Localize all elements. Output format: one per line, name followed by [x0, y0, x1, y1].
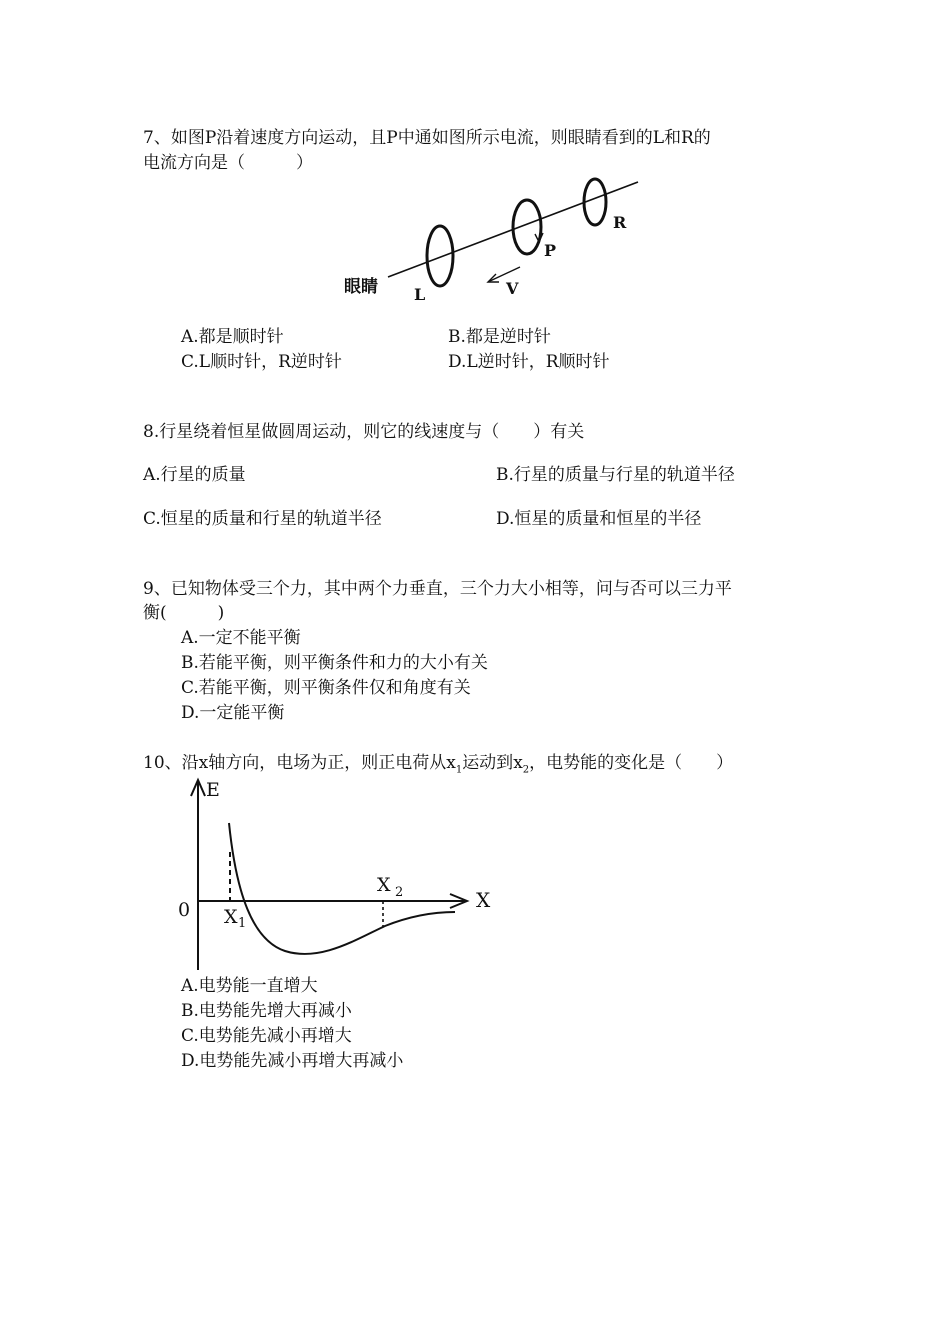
- q9-option-a: A.一定不能平衡: [181, 628, 301, 648]
- q8-option-b: B.行星的质量与行星的轨道半径: [496, 465, 735, 485]
- q9-option-d: D.一定能平衡: [181, 703, 285, 723]
- q9-option-c: C.若能平衡，则平衡条件仅和角度有关: [181, 678, 471, 698]
- q8-option-c: C.恒星的质量和行星的轨道半径: [143, 509, 382, 529]
- q10-x1-label: X: [224, 906, 238, 928]
- q10-option-d: D.电势能先减小再增大再减小: [181, 1051, 404, 1071]
- q10-x2-label: X: [377, 874, 391, 896]
- q10-option-b: B.电势能先增大再减小: [181, 1001, 352, 1021]
- q10-stem-pre: 10、沿x轴方向，电场为正，则正电荷从: [143, 753, 447, 773]
- q7-label-P: P: [544, 241, 557, 260]
- q7-loop-L: [427, 226, 453, 286]
- q10-stem-mid: 运动到: [462, 753, 514, 773]
- q10-x1-label-sub: 1: [238, 916, 247, 931]
- q10-y-label: E: [206, 779, 220, 801]
- q9-stem-line2: 衡( ): [143, 603, 225, 623]
- q10-stem-post: ，电势能的变化是（ ）: [529, 753, 734, 773]
- q7-label-L: L: [414, 285, 426, 304]
- q9-stem-line1: 9、已知物体受三个力，其中两个力垂直，三个力大小相等，问与否可以三力平: [143, 579, 732, 599]
- q10-x1-symbol: $x_1$: [446, 753, 463, 776]
- q10-graph: [170, 770, 510, 975]
- q7-stem-line2: 电流方向是（ ）: [143, 153, 313, 173]
- q7-option-c: C.L顺时针，R逆时针: [181, 352, 342, 372]
- q7-loop-P: [513, 200, 541, 254]
- q7-figure: [330, 170, 650, 305]
- q7-label-V: V: [506, 279, 519, 298]
- q9-option-b: B.若能平衡，则平衡条件和力的大小有关: [181, 653, 488, 673]
- q7-option-b: B.都是逆时针: [448, 327, 551, 347]
- q8-option-a: A.行星的质量: [143, 465, 246, 485]
- q10-x-label: X: [476, 888, 491, 912]
- q10-option-c: C.电势能先减小再增大: [181, 1026, 352, 1046]
- q8-option-d: D.恒星的质量和恒星的半径: [496, 509, 702, 529]
- q10-origin-label: 0: [178, 899, 191, 921]
- q7-stem-line1: 7、如图P沿着速度方向运动，且P中通如图所示电流，则眼睛看到的L和R的: [143, 128, 711, 148]
- q7-option-d: D.L逆时针，R顺时针: [448, 352, 610, 372]
- q7-option-a: A.都是顺时针: [181, 327, 284, 347]
- q10-x2-label-sub: 2: [395, 885, 404, 900]
- q8-stem: 8.行星绕着恒星做圆周运动，则它的线速度与（ ）有关: [143, 422, 585, 442]
- q7-label-eye: 眼睛: [344, 277, 378, 297]
- q10-energy-curve: [229, 823, 455, 954]
- q10-option-a: A.电势能一直增大: [181, 976, 318, 996]
- q7-label-R: R: [613, 213, 627, 232]
- q10-x2-symbol: $x_2$: [513, 753, 530, 776]
